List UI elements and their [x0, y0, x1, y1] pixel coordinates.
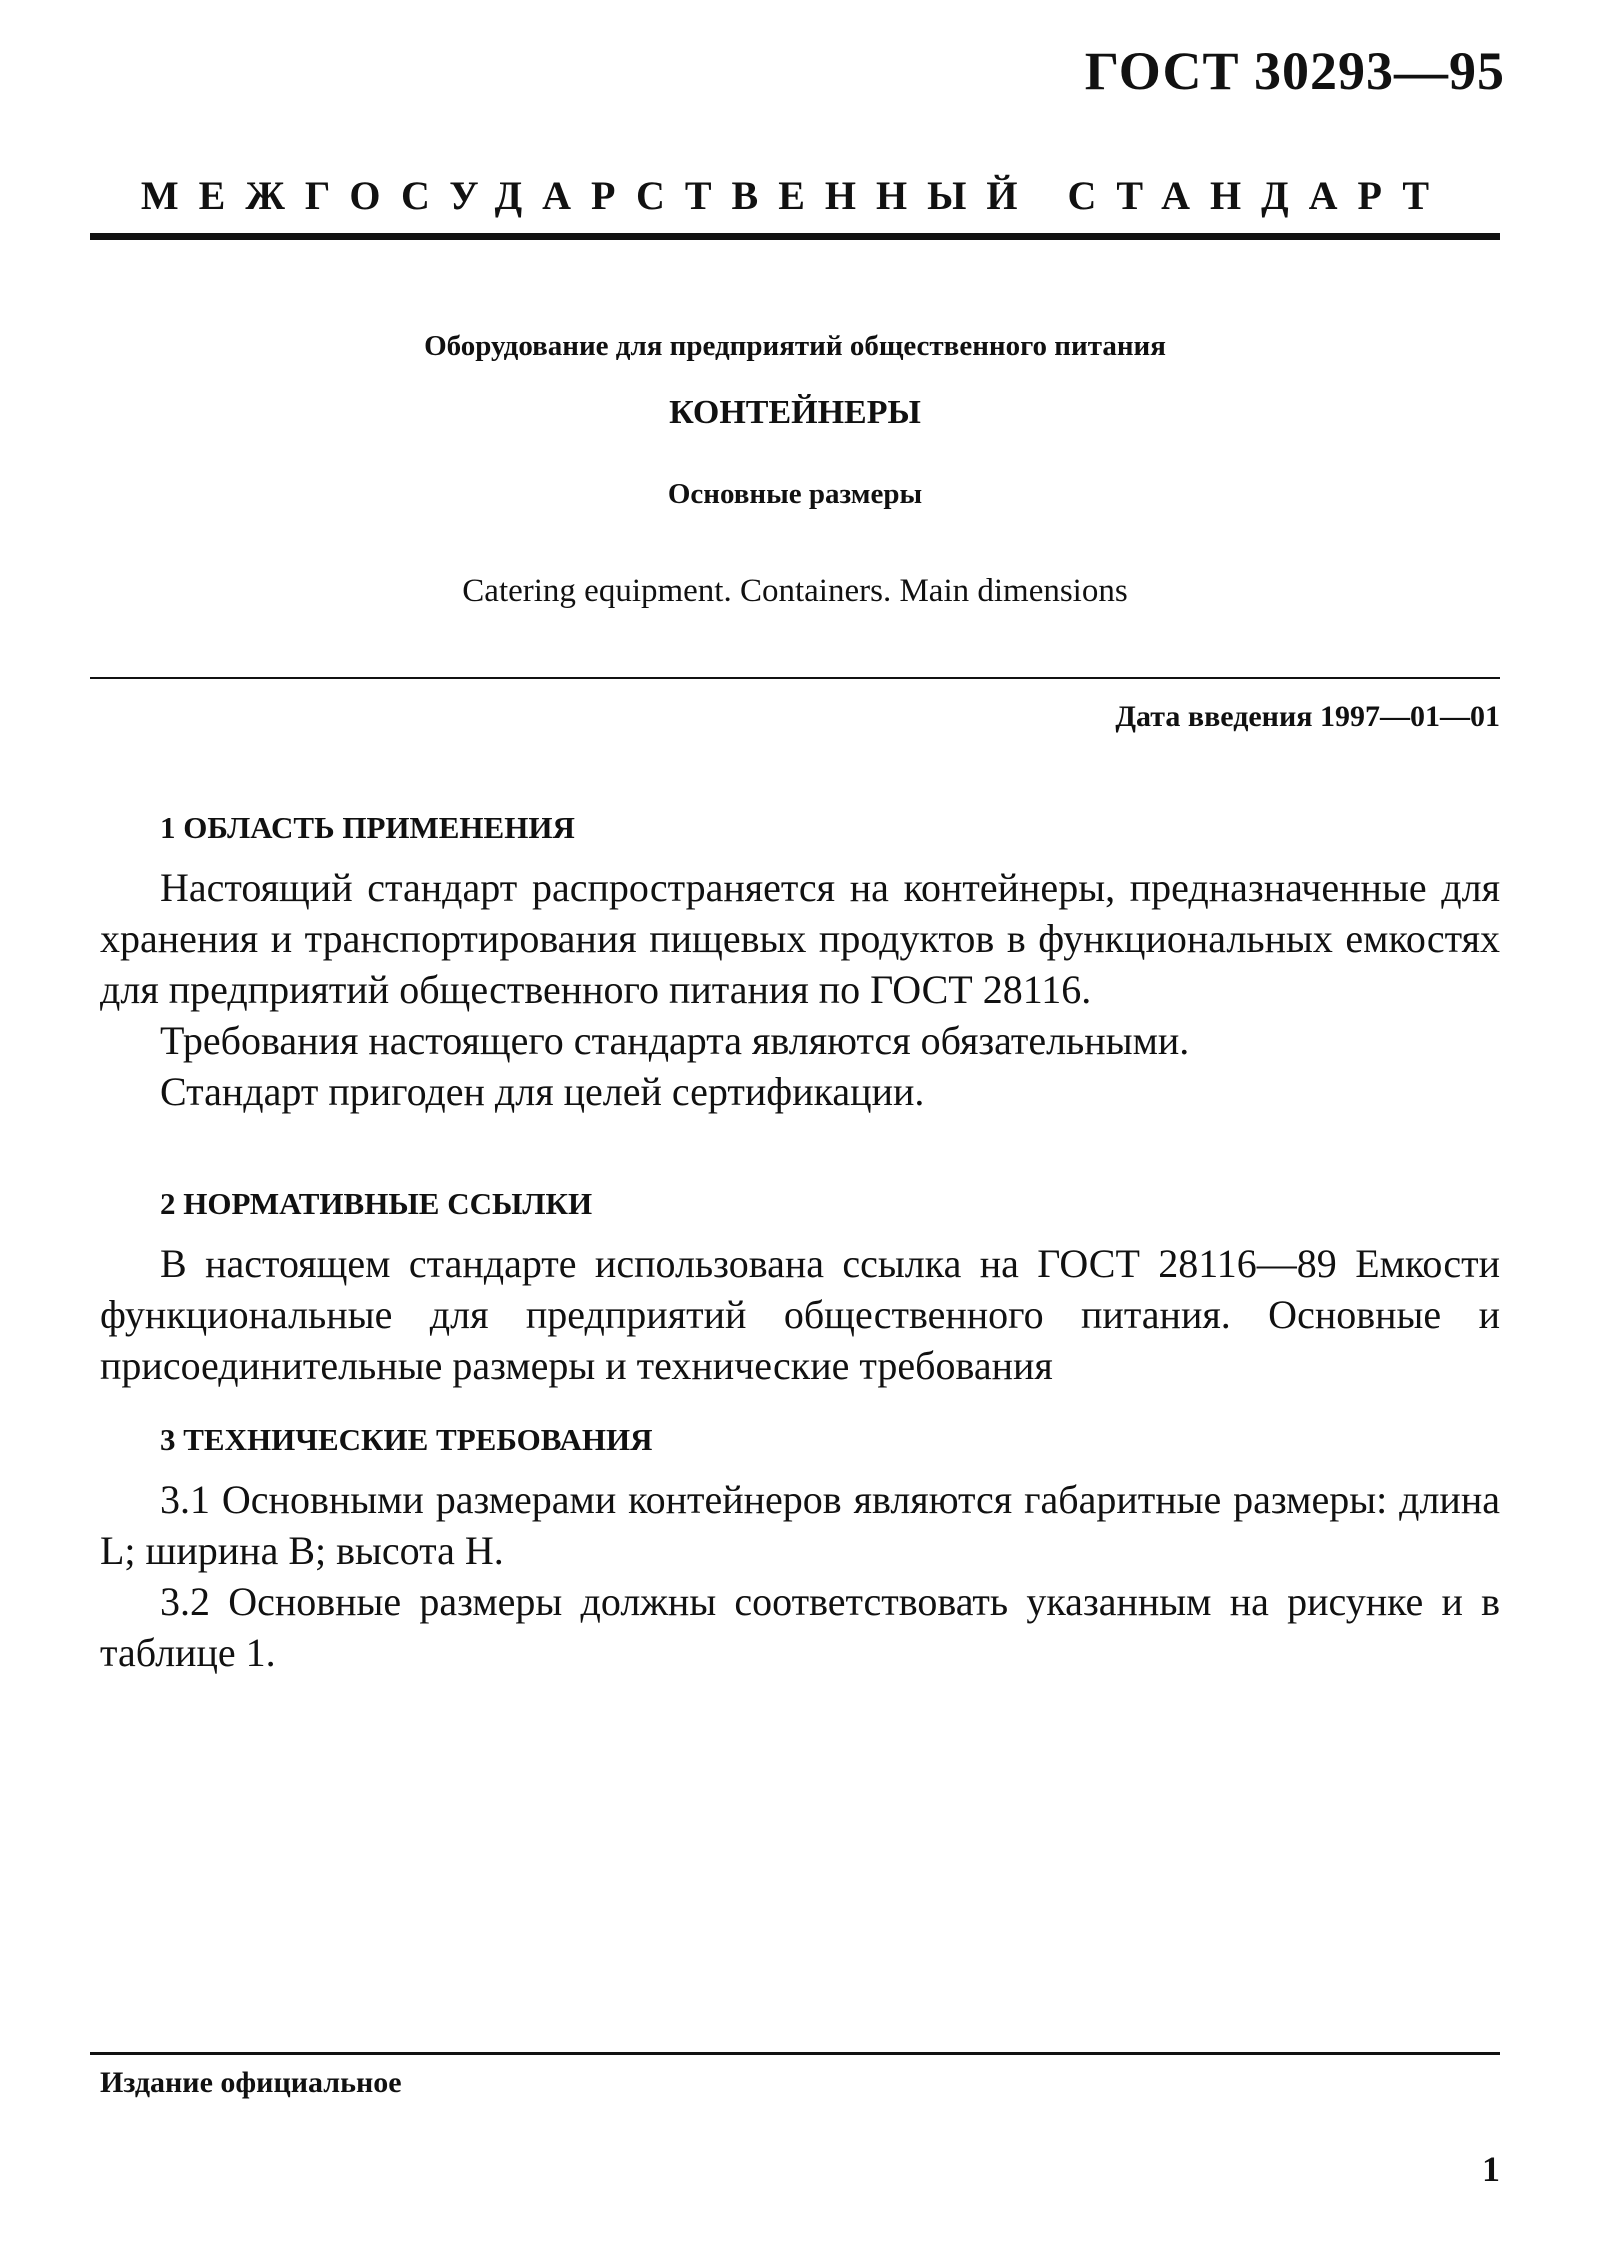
- section-heading: 1 ОБЛАСТЬ ПРИМЕНЕНИЯ: [160, 810, 575, 845]
- paragraph: В настоящем стандарте использована ссылка на ГОСТ 28116—89 Емкости функциональные для предприятий общественного питания. Основные и присоединительные размеры и технические требования: [100, 1241, 1500, 1388]
- paragraph: 3.1 Основными размерами контейнеров являются габаритные размеры: длина L; ширина B; высота H.: [100, 1477, 1500, 1573]
- document-subtitle: Основные размеры: [667, 478, 923, 510]
- introduction-date: Дата введения 1997—01—01: [1115, 700, 1500, 733]
- paragraph: 3.2 Основные размеры должны соответствовать указанным на рисунке и в таблице 1.: [100, 1579, 1500, 1675]
- paragraph: Настоящий стандарт распространяется на контейнеры, предназначенные для хранения и транспортирования пищевых продуктов в функциональных емкостях для предприятий общественного питания по ГОСТ 28116.: [100, 865, 1500, 1012]
- section-requirements: [100, 1422, 1500, 1678]
- section-scope: [100, 810, 1500, 1117]
- page-number: 1: [1482, 2149, 1500, 2189]
- paragraph: Стандарт пригоден для целей сертификации.: [160, 1069, 925, 1114]
- equipment-line: Оборудование для предприятий общественного питания: [424, 330, 1166, 362]
- title-rule: [90, 677, 1500, 679]
- official-edition-label: Издание официальное: [100, 2066, 402, 2099]
- doc-number: ГОСТ 30293—95: [1084, 41, 1505, 101]
- document-title: КОНТЕЙНЕРЫ: [669, 394, 921, 431]
- section-heading: 2 НОРМАТИВНЫЕ ССЫЛКИ: [160, 1186, 593, 1221]
- section-references: [100, 1186, 1500, 1391]
- interstate-standard-label: МЕЖГОСУДАРСТВЕННЫЙ СТАНДАРТ: [140, 173, 1450, 218]
- header-rule: [90, 233, 1500, 240]
- paragraph: Требования настоящего стандарта являются обязательными.: [160, 1018, 1190, 1063]
- english-title: Catering equipment. Containers. Main dimensions: [462, 573, 1128, 609]
- footer-rule: [90, 2052, 1500, 2055]
- section-heading: 3 ТЕХНИЧЕСКИЕ ТРЕБОВАНИЯ: [160, 1422, 653, 1457]
